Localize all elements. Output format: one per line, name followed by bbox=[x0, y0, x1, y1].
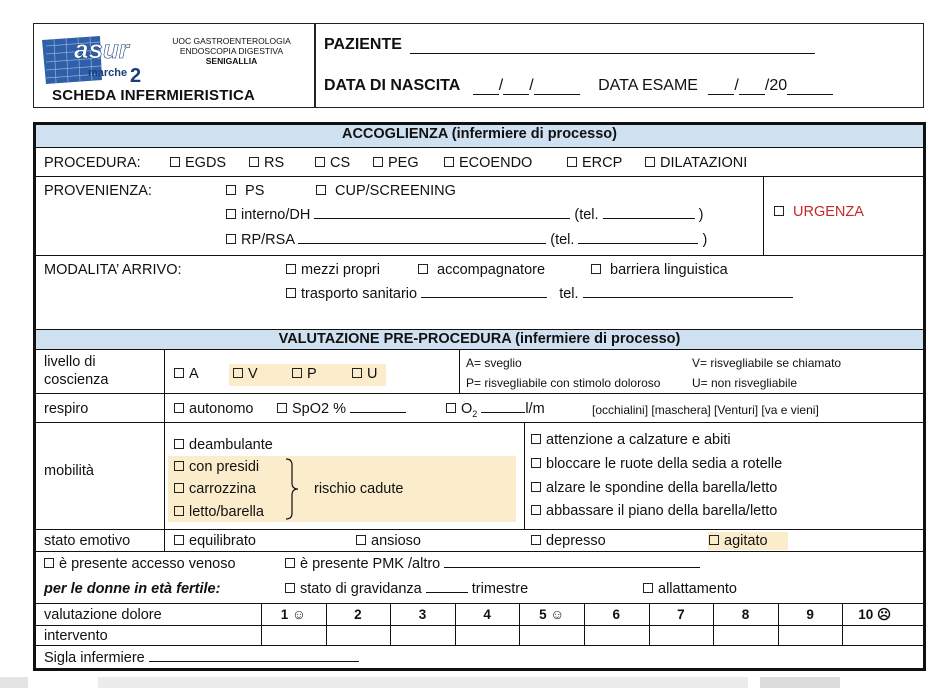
modalita-barriera[interactable]: barriera linguistica bbox=[591, 262, 728, 278]
accoglienza-band: ACCOGLIENZA (infermiere di processo) bbox=[36, 125, 923, 147]
accesso-row bbox=[36, 551, 923, 603]
valutazione-band: VALUTAZIONE PRE-PROCEDURA (infermiere di processo) bbox=[36, 329, 923, 349]
procedura-rs[interactable]: RS bbox=[249, 155, 284, 171]
procedura-peg[interactable]: PEG bbox=[373, 155, 419, 171]
avpu-u[interactable]: U bbox=[352, 366, 377, 382]
form-title: SCHEDA INFERMIERISTICA bbox=[52, 87, 256, 104]
svg-text:2: 2 bbox=[130, 65, 142, 87]
dolore-row bbox=[36, 603, 923, 625]
emotivo-row bbox=[36, 529, 923, 551]
intervento-cell-10[interactable] bbox=[842, 626, 907, 646]
mobilita-presidi[interactable]: con presidi bbox=[174, 459, 259, 475]
procedura-ercp[interactable]: ERCP bbox=[567, 155, 622, 171]
provenienza-label: PROVENIENZA: bbox=[44, 183, 152, 199]
urgenza-checkbox[interactable]: URGENZA bbox=[774, 204, 864, 220]
respiro-autonomo[interactable]: autonomo bbox=[174, 401, 254, 417]
dolore-score-9[interactable]: 9 bbox=[806, 607, 814, 622]
emotivo-equilibrato[interactable]: equilibrato bbox=[174, 533, 256, 549]
respiro-label: respiro bbox=[44, 401, 89, 417]
asur-logo bbox=[40, 32, 148, 87]
donne-label: per le donne in età fertile: bbox=[44, 581, 221, 597]
scan-shadow-mid bbox=[98, 677, 748, 688]
dolore-label: valutazione dolore bbox=[44, 607, 162, 623]
procedura-egds[interactable]: EGDS bbox=[170, 155, 226, 171]
provenienza-interno[interactable]: interno/DH (tel. ) bbox=[226, 207, 703, 223]
respiro-row bbox=[36, 393, 923, 422]
sigla-infermiere[interactable]: Sigla infermiere bbox=[44, 650, 359, 666]
mobilita-alzare[interactable]: alzare le spondine della barella/letto bbox=[531, 480, 777, 496]
legend-v: V= risvegliabile se chiamato bbox=[692, 356, 842, 370]
svg-text:asur: asur bbox=[74, 34, 129, 64]
dolore-score-7[interactable]: 7 bbox=[677, 607, 685, 622]
procedura-ecoendo[interactable]: ECOENDO bbox=[444, 155, 532, 171]
paziente-field[interactable]: PAZIENTE bbox=[324, 36, 815, 54]
avpu-v[interactable]: V bbox=[233, 366, 258, 382]
mobilita-row bbox=[36, 422, 923, 529]
dolore-score-10[interactable]: 10 ☹ bbox=[858, 607, 892, 622]
form-header bbox=[33, 23, 924, 108]
sigla-row bbox=[36, 645, 923, 668]
legend-u: U= non risvegliabile bbox=[692, 376, 798, 390]
respiro-devices: [occhialini] [maschera] [Venturi] [va e vieni] bbox=[592, 403, 819, 417]
allattamento[interactable]: allattamento bbox=[643, 581, 737, 597]
procedura-cs[interactable]: CS bbox=[315, 155, 350, 171]
svg-text:marche: marche bbox=[88, 67, 128, 79]
emotivo-depresso[interactable]: depresso bbox=[531, 533, 606, 549]
coscienza-label: livello di coscienza bbox=[44, 354, 109, 388]
header-divider bbox=[314, 24, 316, 107]
procedura-dilatazioni[interactable]: DILATAZIONI bbox=[645, 155, 747, 171]
provenienza-ps[interactable]: PS bbox=[226, 183, 264, 199]
mobilita-attenzione[interactable]: attenzione a calzature e abiti bbox=[531, 432, 731, 448]
intervento-cell-5[interactable] bbox=[519, 626, 584, 646]
mobilita-bloccare[interactable]: bloccare le ruote della sedia a rotelle bbox=[531, 456, 782, 472]
provenienza-cup[interactable]: CUP/SCREENING bbox=[316, 183, 456, 199]
mobilita-deambulante[interactable]: deambulante bbox=[174, 437, 273, 453]
legend-p: P= risvegliabile con stimolo doloroso bbox=[466, 376, 661, 390]
mobilita-abbassare[interactable]: abbassare il piano della barella/letto bbox=[531, 503, 777, 519]
intervento-cell-3[interactable] bbox=[390, 626, 455, 646]
emotivo-label: stato emotivo bbox=[44, 533, 131, 549]
respiro-o2[interactable]: $O_2$ l/m bbox=[446, 401, 545, 419]
dolore-score-5[interactable]: 5 ☺ bbox=[539, 607, 565, 622]
emotivo-ansioso[interactable]: ansioso bbox=[356, 533, 421, 549]
modalita-accompagnatore[interactable]: accompagnatore bbox=[418, 262, 545, 278]
brace-icon bbox=[284, 457, 304, 521]
mobilita-carrozzina[interactable]: carrozzina bbox=[174, 481, 256, 497]
intervento-cell-2[interactable] bbox=[326, 626, 391, 646]
mobilita-letto[interactable]: letto/barella bbox=[174, 504, 264, 520]
date-fields[interactable]: DATA DI NASCITA / / DATA ESAME / /20 bbox=[324, 77, 833, 95]
intervento-cell-7[interactable] bbox=[649, 626, 714, 646]
pmk-altro[interactable]: è presente PMK /altro bbox=[285, 556, 700, 572]
accesso-venoso[interactable]: è presente accesso venoso bbox=[44, 556, 236, 572]
provenienza-rp[interactable]: RP/RSA (tel. ) bbox=[226, 232, 707, 248]
intervento-cell-1[interactable] bbox=[261, 626, 326, 646]
mobilita-label: mobilità bbox=[44, 463, 94, 479]
avpu-a[interactable]: A bbox=[174, 366, 199, 382]
unit-name: UOC GASTROENTEROLOGIA ENDOSCOPIA DIGESTIVA SENIGALLIA bbox=[172, 36, 291, 66]
intervento-cell-4[interactable] bbox=[455, 626, 520, 646]
modalita-mezzi[interactable]: mezzi propri bbox=[286, 262, 380, 278]
form-body bbox=[33, 122, 926, 671]
provenienza-row bbox=[36, 176, 923, 255]
emotivo-agitato[interactable]: agitato bbox=[709, 533, 768, 549]
intervento-cell-6[interactable] bbox=[584, 626, 649, 646]
intervento-cell-9[interactable] bbox=[778, 626, 843, 646]
scan-shadow-left bbox=[0, 677, 28, 688]
dolore-score-1[interactable]: 1 ☺ bbox=[280, 607, 306, 622]
dolore-score-8[interactable]: 8 bbox=[741, 607, 750, 622]
coscienza-row bbox=[36, 349, 923, 393]
procedura-row bbox=[36, 147, 923, 176]
avpu-p[interactable]: P bbox=[292, 366, 317, 382]
dolore-score-4[interactable]: 4 bbox=[483, 607, 491, 622]
modalita-trasporto[interactable]: trasporto sanitario tel. bbox=[286, 286, 793, 302]
rischio-cadute: rischio cadute bbox=[314, 481, 404, 497]
intervento-row bbox=[36, 625, 923, 645]
respiro-spo2[interactable]: SpO2 % bbox=[277, 401, 406, 417]
intervento-label: intervento bbox=[44, 628, 108, 644]
dolore-score-2[interactable]: 2 bbox=[354, 607, 362, 622]
gravidanza[interactable]: stato di gravidanza trimestre bbox=[285, 581, 528, 597]
modalita-row bbox=[36, 255, 923, 329]
procedura-label: PROCEDURA: bbox=[44, 155, 141, 171]
intervento-cell-8[interactable] bbox=[713, 626, 778, 646]
legend-a: A= sveglio bbox=[466, 356, 522, 370]
dolore-score-3[interactable]: 3 bbox=[418, 607, 427, 622]
scan-shadow-right bbox=[760, 677, 840, 688]
modalita-label: MODALITA’ ARRIVO: bbox=[44, 262, 182, 278]
dolore-score-6[interactable]: 6 bbox=[612, 607, 621, 622]
